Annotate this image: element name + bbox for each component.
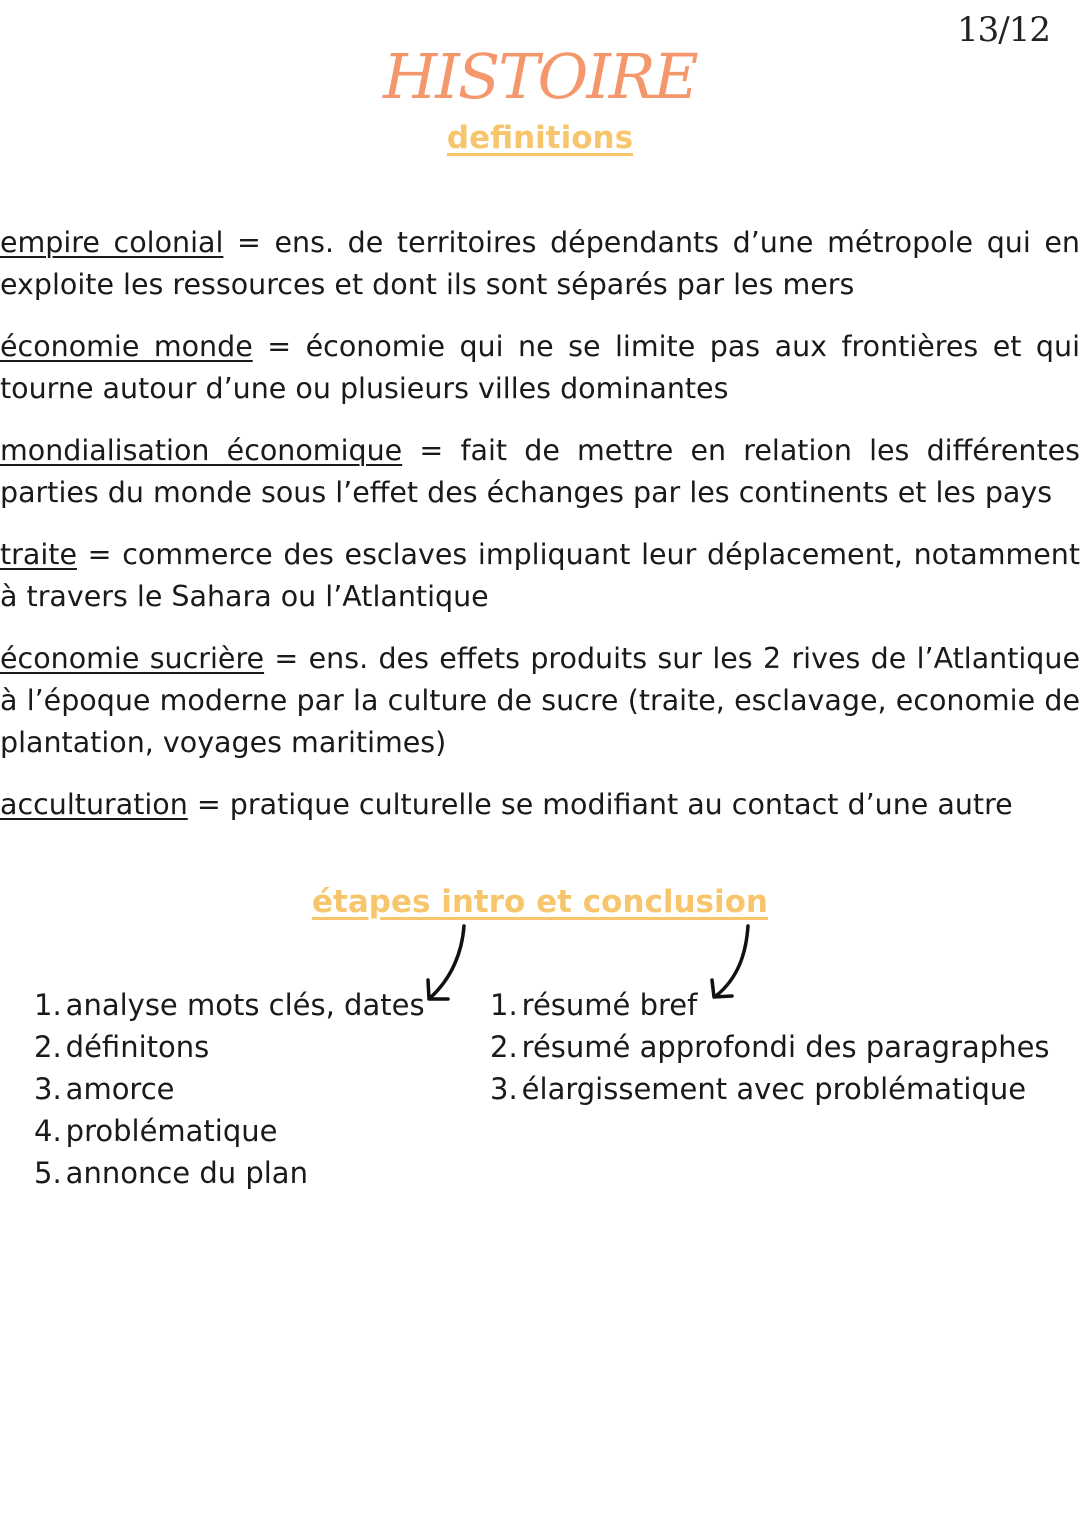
definition-term: traite [0,538,77,571]
list-item [34,1068,425,1110]
list-label: définitons [65,1030,210,1064]
definition-text: = fait de mettre en relation les différentes parties du monde sous l’effet des échanges par les continents et les pays [0,434,1080,509]
definition-term: économie sucrière [0,642,265,675]
list-number: 1. [490,988,518,1022]
definition-text: = pratique culturelle se modifiant au contact d’une autre [187,788,1013,821]
definition-text: = ens. de territoires dépendants d’une métropole qui en exploite les ressources et dont ils sont séparés par les mers [0,226,1080,301]
list-number: 2. [34,1030,62,1064]
definition-item [0,784,1080,826]
list-number: 3. [490,1072,518,1106]
list-number: 4. [34,1114,62,1148]
list-number: 3. [34,1072,62,1106]
list-label: résumé approfondi des paragraphes [521,1030,1050,1064]
definition-term: empire colonial [0,226,224,259]
definition-item [0,534,1080,618]
arrow-down-left-icon [418,922,478,1012]
definition-term: acculturation [0,788,188,821]
list-item [34,984,425,1026]
definitions-list [0,222,1080,846]
list-label: élargissement avec problématique [521,1072,1027,1106]
definition-item [0,326,1080,410]
definition-item [0,430,1080,514]
definition-item [0,222,1080,306]
list-item [490,984,1050,1026]
list-label: amorce [65,1072,175,1106]
definition-text: = commerce des esclaves impliquant leur déplacement, notamment à travers le Sahara ou l’Atlantique [0,538,1080,613]
definition-term: mondialisation économique [0,434,403,467]
page-number: 13/12 [957,10,1050,50]
steps-title: étapes intro et conclusion [311,884,768,920]
list-label: annonce du plan [65,1156,308,1190]
definition-text: = économie qui ne se limite pas aux frontières et qui tourne autour d’une ou plusieurs villes dominantes [0,330,1080,405]
list-item [34,1152,425,1194]
list-number: 1. [34,988,62,1022]
list-item [490,1068,1050,1110]
list-number: 5. [34,1156,62,1190]
list-item [34,1110,425,1152]
definition-item [0,638,1080,764]
list-number: 2. [490,1030,518,1064]
page-title: HISTOIRE [383,40,697,113]
intro-steps-list [34,984,425,1194]
definition-term: économie monde [0,330,253,363]
conclusion-steps-list [490,984,1050,1110]
page-subtitle: definitions [446,120,634,156]
list-label: problématique [65,1114,278,1148]
list-label: analyse mots clés, dates [65,988,425,1022]
list-label: résumé bref [521,988,698,1022]
definition-text: = ens. des effets produits sur les 2 rives de l’Atlantique à l’époque moderne par la culture de sucre (traite, esclavage, economie de plantation, voyages maritimes) [0,642,1080,759]
list-item [490,1026,1050,1068]
list-item [34,1026,425,1068]
